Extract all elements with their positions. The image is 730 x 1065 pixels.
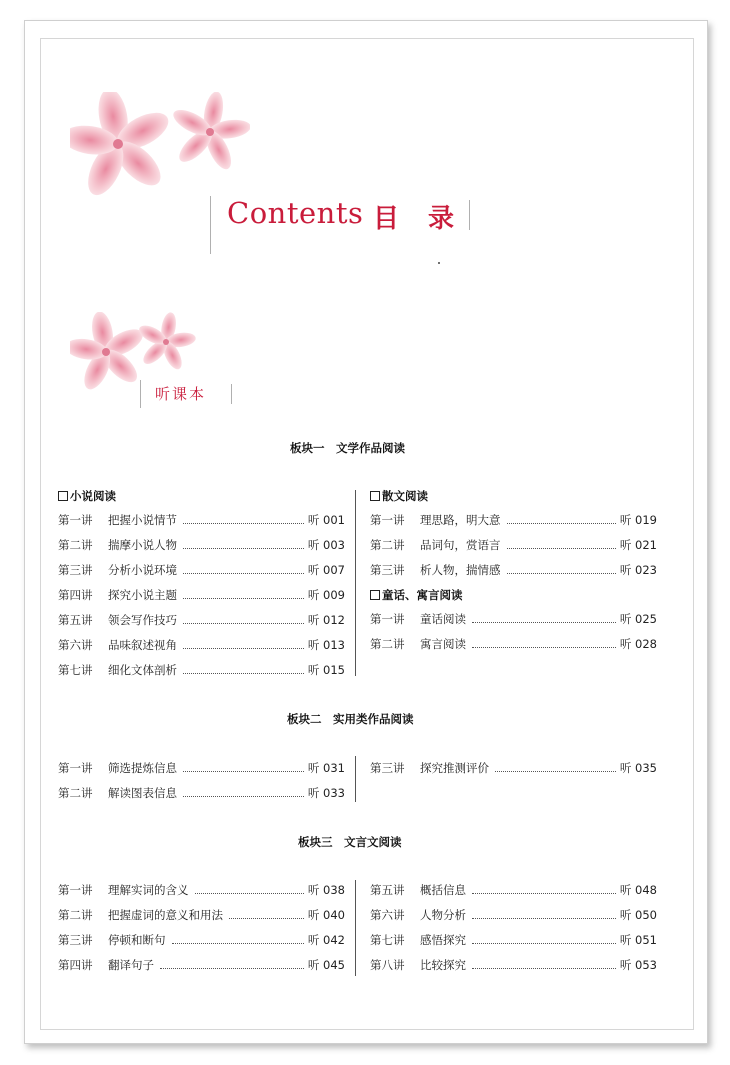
dot-leader (472, 942, 616, 944)
dot-leader (472, 646, 616, 648)
lecture-topic: 筛选提炼信息 (108, 761, 177, 775)
lecture-topic: 探究推测评价 (420, 761, 489, 775)
toc-entry[interactable] (58, 512, 345, 528)
page-number: 听 042 (307, 933, 345, 947)
dot-leader (183, 572, 304, 574)
dot-leader (160, 967, 304, 969)
lecture-topic: 人物分析 (420, 908, 466, 922)
lecture-number: 第一讲 (58, 513, 93, 527)
lecture-number: 第二讲 (370, 637, 405, 651)
page-number: 听 050 (619, 908, 657, 922)
category-label: 小说阅读 (70, 489, 116, 503)
dot-leader (472, 621, 616, 623)
lecture-number: 第一讲 (370, 612, 405, 626)
toc-entry[interactable] (370, 932, 657, 948)
lecture-topic: 品词句，赏语言 (420, 538, 501, 552)
dot-leader (183, 547, 304, 549)
toc-entry[interactable] (370, 957, 657, 973)
toc-entry[interactable] (370, 907, 657, 923)
flower-icon (70, 92, 250, 202)
dot-leader (229, 917, 304, 919)
lecture-number: 第五讲 (58, 613, 93, 627)
lecture-number: 第三讲 (370, 761, 405, 775)
page-number: 听 019 (619, 513, 657, 527)
page-number: 听 003 (307, 538, 345, 552)
lecture-topic: 分析小说环境 (108, 563, 177, 577)
page-number: 听 013 (307, 638, 345, 652)
dot-leader (195, 892, 304, 894)
dot-leader (183, 597, 304, 599)
page-number: 听 053 (619, 958, 657, 972)
title-divider (469, 200, 470, 230)
lecture-number: 第七讲 (58, 663, 93, 677)
toc-entry[interactable] (370, 882, 657, 898)
page-number: 听 009 (307, 588, 345, 602)
lecture-number: 第二讲 (370, 538, 405, 552)
lecture-topic: 揣摩小说人物 (108, 538, 177, 552)
page-number: 听 045 (307, 958, 345, 972)
toc-entry[interactable] (370, 512, 657, 528)
lecture-topic: 寓言阅读 (420, 637, 466, 651)
decorative-dot (438, 262, 440, 264)
toc-entry[interactable] (370, 760, 657, 776)
lecture-topic: 翻译句子 (108, 958, 154, 972)
dot-leader (183, 672, 304, 674)
lecture-topic: 领会写作技巧 (108, 613, 177, 627)
toc-entry[interactable] (58, 760, 345, 776)
page-number: 听 040 (307, 908, 345, 922)
sub-title-divider (231, 384, 232, 404)
checkbox-icon (58, 491, 68, 501)
lecture-number: 第六讲 (58, 638, 93, 652)
section-heading: 板块三 文言文阅读 (298, 835, 402, 849)
dot-leader (183, 795, 304, 797)
toc-entry[interactable] (58, 587, 345, 603)
dot-leader (507, 547, 616, 549)
category-heading (58, 488, 116, 504)
dot-leader (183, 647, 304, 649)
checkbox-icon (370, 491, 380, 501)
dot-leader (183, 770, 304, 772)
page-number: 听 031 (307, 761, 345, 775)
toc-entry[interactable] (58, 662, 345, 678)
contents-title (210, 196, 465, 254)
lecture-number: 第八讲 (370, 958, 405, 972)
lecture-topic: 解读图表信息 (108, 786, 177, 800)
dot-leader (507, 522, 616, 524)
page-number: 听 035 (619, 761, 657, 775)
toc-entry[interactable] (58, 882, 345, 898)
dot-leader (172, 942, 304, 944)
toc-entry[interactable] (58, 537, 345, 553)
toc-entry[interactable] (58, 907, 345, 923)
page-number: 听 007 (307, 563, 345, 577)
column-divider (355, 880, 356, 976)
lecture-number: 第三讲 (370, 563, 405, 577)
lecture-topic: 比较探究 (420, 958, 466, 972)
page-number: 听 038 (307, 883, 345, 897)
dot-leader (183, 622, 304, 624)
lecture-topic: 析人物，揣情感 (420, 563, 501, 577)
checkbox-icon (370, 590, 380, 600)
lecture-topic: 理思路，明大意 (420, 513, 501, 527)
lecture-topic: 理解实词的含义 (108, 883, 189, 897)
lecture-number: 第五讲 (370, 883, 405, 897)
lecture-topic: 把握小说情节 (108, 513, 177, 527)
page-number: 听 023 (619, 563, 657, 577)
lecture-topic: 停顿和断句 (108, 933, 166, 947)
page-number: 听 012 (307, 613, 345, 627)
lecture-number: 第二讲 (58, 908, 93, 922)
title-english: Contents (227, 196, 364, 230)
lecture-number: 第一讲 (58, 761, 93, 775)
toc-entry[interactable] (58, 957, 345, 973)
title-chinese: 目 录 (373, 204, 465, 234)
toc-entry[interactable] (370, 562, 657, 578)
lecture-topic: 把握虚词的意义和用法 (108, 908, 223, 922)
page-number: 听 051 (619, 933, 657, 947)
dot-leader (472, 967, 616, 969)
toc-entry[interactable] (370, 537, 657, 553)
page-number: 听 033 (307, 786, 345, 800)
lecture-number: 第三讲 (58, 933, 93, 947)
lecture-topic: 童话阅读 (420, 612, 466, 626)
lecture-number: 第四讲 (58, 588, 93, 602)
section-heading: 板块二 实用类作品阅读 (287, 712, 414, 726)
column-divider (355, 756, 356, 802)
page-number: 听 015 (307, 663, 345, 677)
lecture-topic: 探究小说主题 (108, 588, 177, 602)
toc-entry[interactable] (370, 611, 657, 627)
book-part-title (140, 380, 207, 408)
lecture-number: 第七讲 (370, 933, 405, 947)
lecture-number: 第一讲 (58, 883, 93, 897)
dot-leader (495, 770, 616, 772)
lecture-topic: 概括信息 (420, 883, 466, 897)
lecture-topic: 细化文体剖析 (108, 663, 177, 677)
category-heading (370, 488, 428, 504)
toc-entry[interactable] (58, 932, 345, 948)
dot-leader (472, 917, 616, 919)
lecture-number: 第二讲 (58, 538, 93, 552)
book-part-label: 听课本 (155, 385, 207, 403)
category-label: 童话、寓言阅读 (382, 588, 463, 602)
page-number: 听 048 (619, 883, 657, 897)
toc-entry[interactable] (58, 612, 345, 628)
lecture-number: 第二讲 (58, 786, 93, 800)
section-heading: 板块一 文学作品阅读 (290, 441, 405, 455)
page-number: 听 028 (619, 637, 657, 651)
dot-leader (472, 892, 616, 894)
lecture-topic: 品味叙述视角 (108, 638, 177, 652)
page-number: 听 001 (307, 513, 345, 527)
toc-entry[interactable] (58, 562, 345, 578)
toc-entry[interactable] (370, 636, 657, 652)
lecture-number: 第六讲 (370, 908, 405, 922)
column-divider (355, 490, 356, 676)
lecture-number: 第三讲 (58, 563, 93, 577)
flower-icon (70, 312, 200, 392)
dot-leader (183, 522, 304, 524)
dot-leader (507, 572, 616, 574)
page-number: 听 021 (619, 538, 657, 552)
lecture-number: 第一讲 (370, 513, 405, 527)
lecture-number: 第四讲 (58, 958, 93, 972)
category-label: 散文阅读 (382, 489, 428, 503)
category-heading (370, 587, 463, 603)
page-number: 听 025 (619, 612, 657, 626)
lecture-topic: 感悟探究 (420, 933, 466, 947)
toc-entry[interactable] (58, 785, 345, 801)
toc-entry[interactable] (58, 637, 345, 653)
